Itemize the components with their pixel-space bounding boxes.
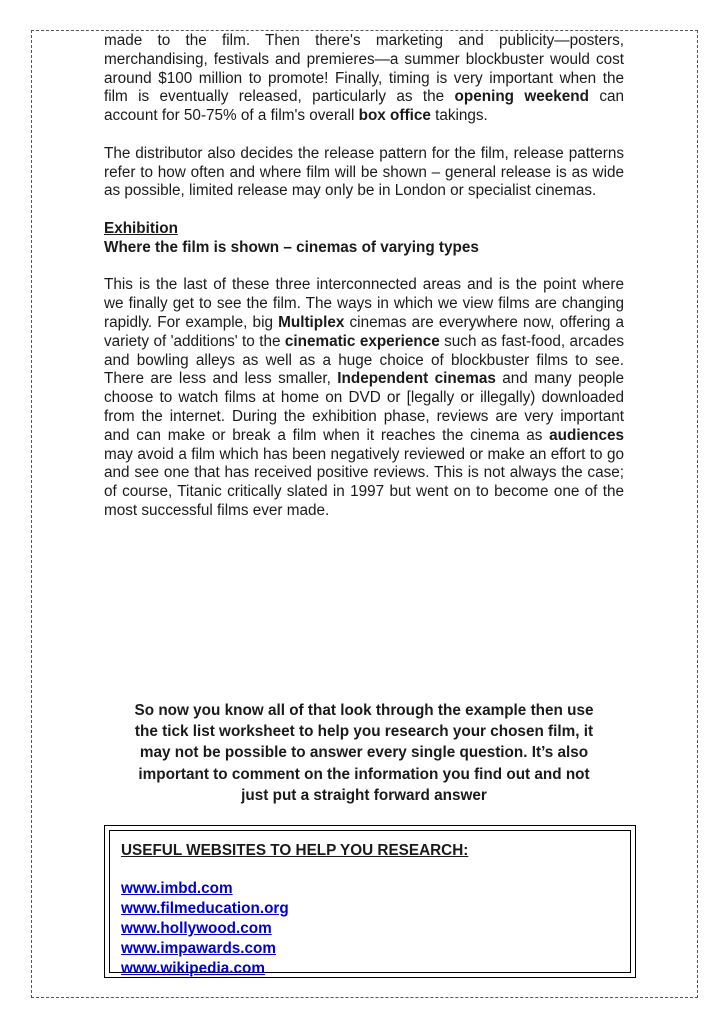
text-run: takings. [430,107,488,125]
link-wikipedia[interactable]: www.wikipedia.com [121,960,265,977]
link-filmeducation[interactable]: www.filmeducation.org [121,900,289,917]
closing-line: So now you know all of that look through the example then use [134,702,594,719]
term-box-office: box office [358,107,431,125]
text-run: can account for 50-75% of a film's overall [104,88,625,125]
closing-line: the tick list worksheet to help you research your chosen film, it [134,723,594,741]
paragraph-marketing [104,32,624,126]
term-opening-weekend: opening weekend [454,88,589,106]
term-cinematic-experience: cinematic experience [284,332,440,350]
term-multiplex: Multiplex [278,313,345,331]
closing-line: may not be possible to answer every single question. It’s also [139,744,589,762]
section-heading-exhibition: Exhibition [104,219,178,237]
closing-line: just put a straight forward answer [241,786,487,804]
term-independent-cinemas: Independent cinemas [337,370,496,388]
text-run: and many people choose to watch films at home on DVD or [legally or illegally) downloaded from the internet. During the exhibition phase, reviews are very important and can make or break a film when it reaches the cinema as [104,370,625,444]
link-hollywood[interactable]: www.hollywood.com [121,920,272,937]
text-run: cinemas are everywhere now, offering a variety of 'additions' to the [104,313,625,350]
useful-websites-title: USEFUL WEBSITES TO HELP YOU RESEARCH: [121,842,469,859]
text-run: such as fast-food, arcades and bowling alleys as well as a huge choice of blockbuster films to see. There are less and less smaller, [104,332,624,388]
link-imbd[interactable]: www.imbd.com [121,880,233,897]
text-run: made to the film. Then there's marketing and publicity—posters, merchandising, festivals and premieres—a summer blockbuster would cost around $100 million to promote! Finally, timing is very important when the film is eventually released, particularly as the [104,32,624,106]
section-subheading: Where the film is shown – cinemas of varying types [104,238,479,256]
body-text [104,32,624,521]
paragraph-release-pattern: The distributor also decides the release pattern for the film, release patterns refer to how often and where film will be shown – general release is as wide as possible, limited release may only be in London or specialist cinemas. [104,144,624,200]
useful-websites-box [104,825,636,978]
useful-websites-inner-frame [109,830,631,977]
paragraph-exhibition [104,276,624,520]
term-audiences: audiences [549,426,624,444]
closing-instructions [104,700,624,806]
text-run: may avoid a film which has been negatively reviewed or make an effort to go and see one that has received positive reviews. This is not always the case; of course, Titanic critically slated in 1997 but went on to become one of the most successful films ever made. [104,445,624,519]
website-link-list [121,879,630,979]
link-impawards[interactable]: www.impawards.com [121,940,276,957]
closing-line: important to comment on the information you find out and not [138,765,590,783]
text-run: This is the last of these three interconnected areas and is the point where we finally get to see the film. The ways in which we view films are changing rapidly. For example, big [104,276,624,331]
